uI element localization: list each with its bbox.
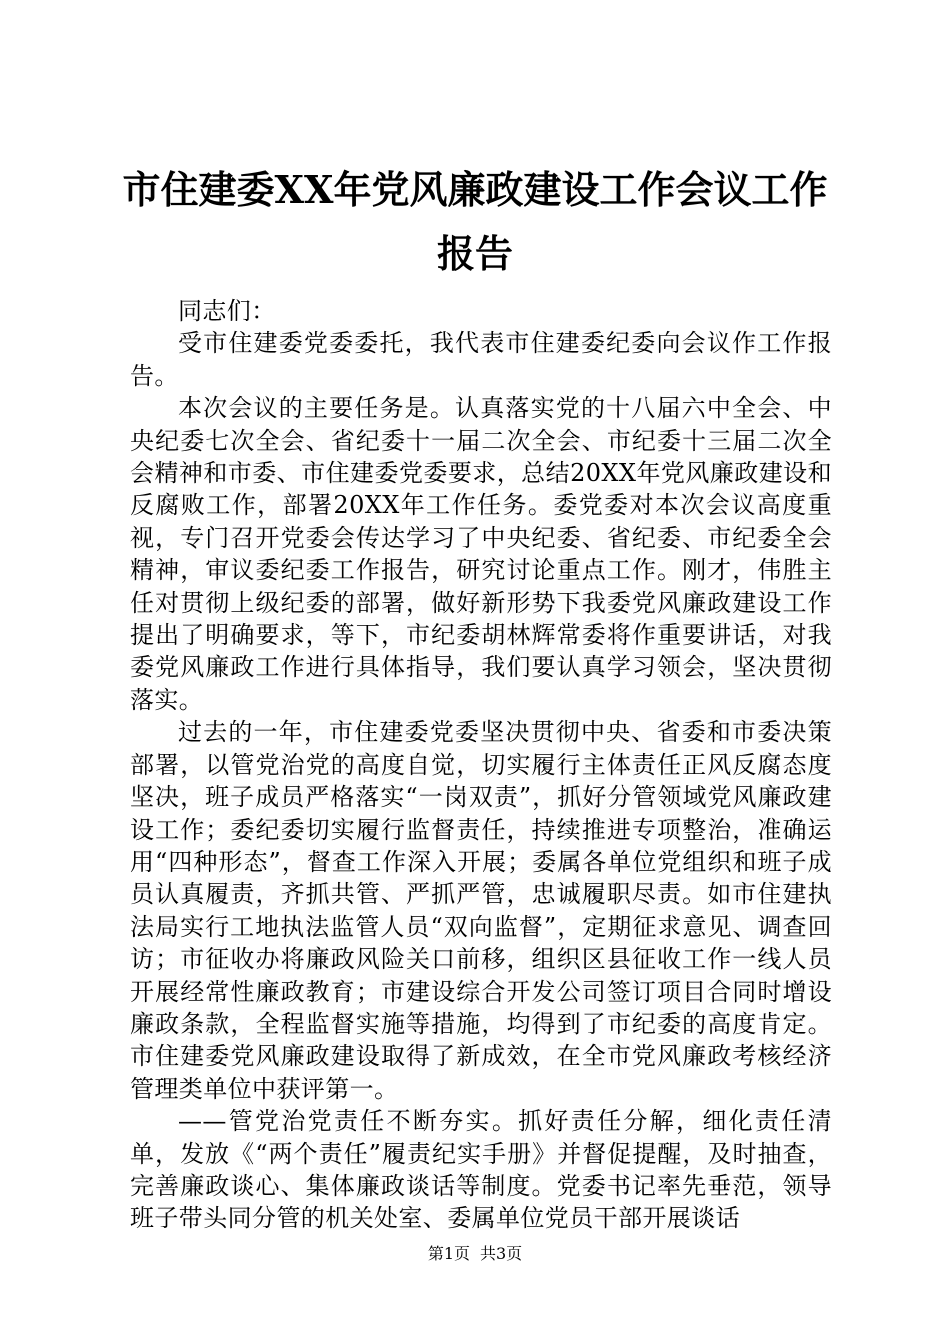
page-number: 第1页 — [427, 1244, 470, 1263]
body-paragraph: 本次会议的主要任务是。认真落实党的十八届六中全会、中央纪委七次全会、省纪委十一届二次全会、市纪委十三届二次全会精神和市委、市住建委党委要求，总结20XX年党风廉政建设和反腐败工作，部署20XX年工作任务。委党委对本次会议高度重视，专门召开党委会传达学习了中央纪委、省纪委、市纪委全会精神，审议委纪委工作报告，研究讨论重点工作。刚才，伟胜主任对贯彻上级纪委的部署，做好新形势下我委党风廉政建设工作提出了明确要求，等下，市纪委胡林辉常委将作重要讲话，对我委党风廉政工作进行具体指导，我们要认真学习领会，坚决贯彻落实。 — [130, 394, 832, 714]
body-paragraph: 受市住建委党委委托，我代表市住建委纪委向会议作工作报告。 — [130, 329, 832, 390]
body-paragraph: 过去的一年，市住建委党委坚决贯彻中央、省委和市委决策部署，以管党治党的高度自觉，切实履行主体责任正风反腐态度坚决，班子成员严格落实“一岗双责”，抓好分管领域党风廉政建设工作；委纪委切实履行监督责任，持续推进专项整治，准确运用“四种形态”，督查工作深入开展；委属各单位党组织和班子成员认真履责，齐抓共管、严抓严管，忠诚履职尽责。如市住建执法局实行工地执法监管人员“双向监督”，定期征求意见、调查回访；市征收办将廉政风险关口前移，组织区县征收工作一线人员开展经常性廉政教育；市建设综合开发公司签订项目合同时增设廉政条款，全程监督实施等措施，均得到了市纪委的高度肯定。市住建委党风廉政建设取得了新成效，在全市党风廉政考核经济管理类单位中获评第一。 — [130, 718, 832, 1103]
document-body — [130, 295, 832, 1235]
document-title: 市住建委XX年党风廉政建设工作会议工作报告 — [122, 167, 828, 276]
greeting-paragraph: 同志们： — [178, 297, 276, 325]
page-total: 共3页 — [480, 1244, 523, 1263]
page-footer — [0, 1244, 950, 1264]
body-paragraph: ——管党治党责任不断夯实。抓好责任分解，细化责任清单，发放《“两个责任”履责纪实手册》并督促提醒，及时抽查，完善廉政谈心、集体廉政谈话等制度。党委书记率先垂范，领导班子带头同分管的机关处室、委属单位党员干部开展谈话 — [130, 1107, 832, 1233]
